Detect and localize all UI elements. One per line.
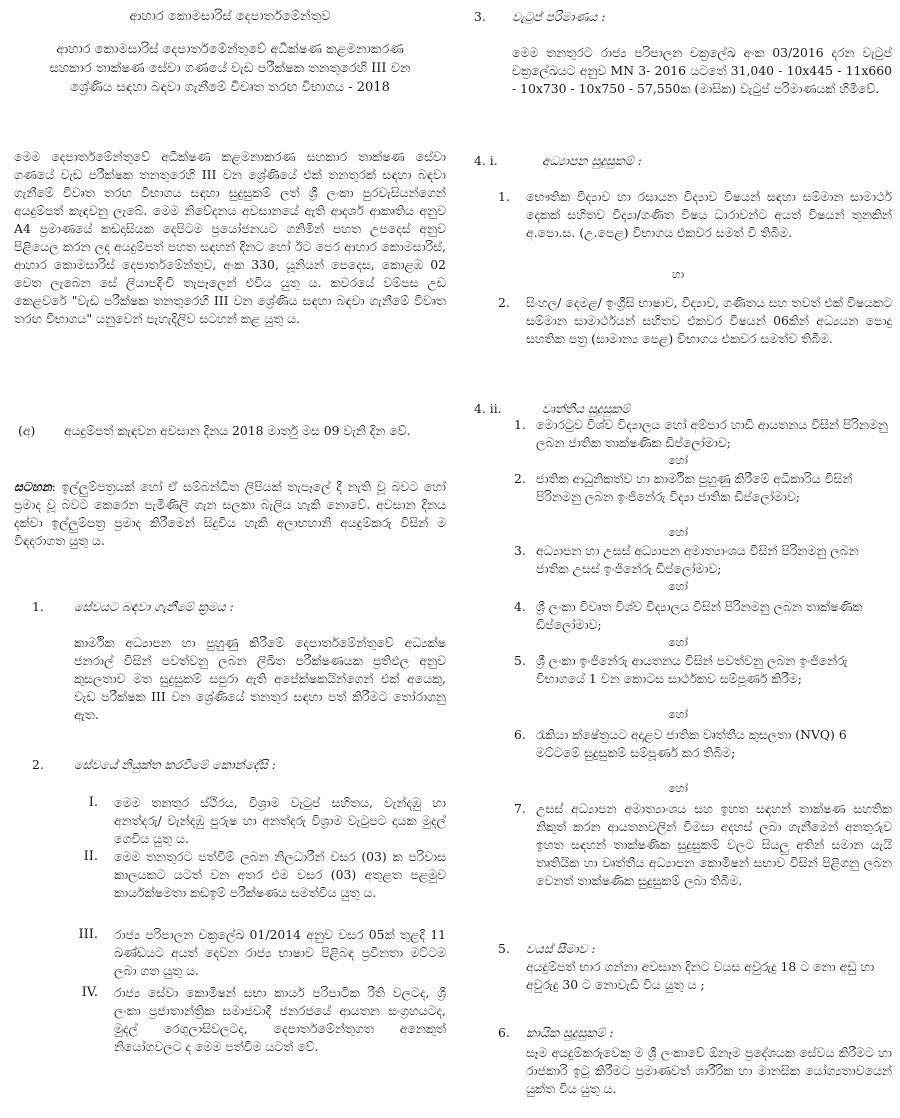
or-separator: හෝ [668,636,688,649]
section-6-body: සෑම අයදුම්කරුවෙකු ම ශ්‍රී ලංකාවේ ඕනෑම ප්‍රදේශයක සේවය කිරීමට හා රාජකාරි ඉටු කිරීමට ප්‍රමාණවත් ශාරීරික හා මානසික යෝග්‍යතාවයෙන් යුක්ත විය යුතු ය. [526,1045,892,1096]
condition-number: IV. [81,985,98,1000]
section-4ii-title: වෘත්තීය සුදුසුකම් [542,401,631,416]
section-2-number: 2. [32,757,44,772]
section-5-body: අයදුම්පත් භාර ගන්නා අවසාන දිනට වයස අවුරුදු 18 ට නො අඩු හා අවුරුදු 30 ට නොවැඩි විය යුතු ය ; [526,959,875,992]
section-1-number: 1. [32,599,44,614]
edu-text: සිංහල/ දෙමළ/ ඉංග්‍රීසි භාෂාව, විද්‍යාව, ගණිතය සහ තවත් එක් විෂයකට සම්මාන සාමාර්ථයන් සහිතව එකවර විෂයන් 06කින් අධ්‍යයන පොදු සහතික පත්‍ර (සාමාන්‍ය පෙළ) විභාගය එකවර සමත්ව තිබීම. [526,295,892,346]
edu-number: 1. [498,189,510,204]
or-separator: හෝ [668,454,688,467]
condition-number: I. [88,795,98,810]
note-text: : ඉල්ලුම්පත්‍රයක් හෝ ඒ සම්බන්ධිත ලිපියක් තැපෑලේ දී නැති වූ බවට හෝ ප්‍රමාද වූ බවට කෙරෙන පැමිණිලි ගැන සලකා බැලිය හැකි නොවේ. අවසාන දිනය දක්වා ඉල්ලුම්පත්‍ර ප්‍රමාද කිරීමෙන් සිදුවිය හැකි අලාභහානි අයදුම්කරු විසින් ම විඳදරාගත යුතු ය. [14,479,446,548]
vocational-number: 4. [514,599,526,614]
condition-text: මෙම තනතුරට පත්වීම් ලබන නිලධාරීන් වසර (03) ක පරිවාස කාලයකට යටත් වන අතර එම වසර (03) අතුළත පළමුව කාර්යක්ෂමතා කඩඉම් පරීක්ෂණය සමත්විය යුතු ය. [114,849,446,900]
edu-text: භෞතික විද්‍යාව හා රසායන විද්‍යාව විෂයන් සඳහා සම්මාන සාමාර්ථ දෙකක් සහිතව විද්‍යා/ගණිත විෂය ධාරාවන්ට අයත් විෂයන් තුනකින් අ.පො.ස. (උ.පෙළ) විභාගය එකවර සමත් වී තිබීම. [526,189,892,240]
section-5-title: වයස් සීමාව : [526,941,596,956]
edu-number: 2. [498,295,510,310]
note-label: සටහන [14,479,52,494]
or-separator: හෝ [668,708,688,721]
condition-number: III. [78,927,98,942]
section-6-title: කායික සුදුසුකම් : [526,1025,614,1040]
section-2-title: සේවයේ නියුක්ත කරවීමේ කොන්දේසි : [74,757,276,772]
closing-marker: (අ) [18,423,36,438]
section-1-body: කාර්මික අධ්‍යාපන හා පුහුණු කිරීමේ දෙපාර්තමේන්තුවේ අධ්‍යක්ෂ ජනරාල් විසින් පවත්වනු ලබන ලිඛිත පරීක්ෂණයක ප්‍රතිඵල අනුව කුසලතාව මත සුදුසුකම් සපුරා ඇති අපේක්ෂකයින්ගෙන් එක් අයෙකු, වැඩ පරීක්ෂක III වන ශ්‍රේණියේ තනතුර සඳහා පත් කිරීමට තෝරාගනු ඇත. [74,635,446,722]
closing-date: අයදුම්පත් කැඳවන අවසාන දිනය 2018 මාර්තු මස 09 වැනි දින වේ. [64,423,411,438]
vocational-text: රැකියා ක්ෂේත්‍රයට අදාළව ජාතික වෘත්තීය කුසලතා (NVQ) 6 මට්ටමේ සුදුසුකම් සම්පූර්ණ කර තිබීම; [536,727,847,760]
section-4ii-number: 4. ii. [474,401,502,416]
vocational-text: ශ්‍රී ලංකා විවෘත විශ්ව විද්‍යාලය විසින් පිරිනමනු ලබන තාක්ෂණික ඩිප්ලෝමාව; [536,599,863,632]
vocational-text: මොරටුව විශ්ව විද්‍යාලය හෝ අම්පාර හාඩි ආයතනය විසින් පිරිනමනු ලබන ජාතික තාක්ෂණික ඩිප්ලෝමාව; [536,417,888,450]
condition-text: රාජ්‍ය සේවා කොමිෂන් සභා කාර්ය පරිපාටික රීති වලටද, ශ්‍රී ලංකා ප්‍රජාතාන්ත්‍රික සමාජවාදී ජනරජයේ ආයතන සංග්‍රහයටද, මුදල් රෙගුලාසිවලටද, දෙපාර්තමේන්තුගත අනෙකුත් නියෝගවලට ද මෙම පත්වීම යටත් වේ. [114,985,446,1054]
vocational-number: 2. [514,471,526,486]
section-3-body: මෙම තනතුරට රාජ්‍ය පරිපාලන චක්‍රලේඛ අංක 03/2016 දරන වැටුප් චක්‍රලේඛයට අනුව MN 3- 2016 යටතේ 31,040 - 10x445 - 11x660 - 10x730 - 10x750 - 57,550ක (මාසික) වැටුප් පරිමාණයක් හිමිවේ. [512,45,892,96]
vocational-text: ජාතික ආධුනිකත්ව හා කාර්මික පුහුණු කිරීමේ අධිකාරිය විසින් පිරිනමනු ලබන ඉංජිනේරු විද්‍යා ජාතික ඩිප්ලෝමාව; [536,471,853,504]
or-separator: හෝ [668,580,688,593]
vocational-number: 5. [514,653,526,668]
section-4i-title: අධ්‍යාපන සුදුසුකම් : [542,153,642,168]
or-separator: හෝ [668,526,688,539]
section-6-number: 6. [498,1025,510,1040]
section-1-title: සේවයට බඳවා ගැනීමේ ක්‍රමය : [74,599,234,614]
vocational-text: අධ්‍යාපන හා උසස් අධ්‍යාපන අමාත්‍යාංශය විසින් පිරිනමනු ලබන ජාතික උසස් ඉංජිනේරු ඩිප්ලෝමාව; [536,543,859,576]
condition-text: මෙම තනතුර ස්ථිරය, විශ්‍රාම වැටුප් සහිතය, වැන්දඹු හා අනත්දරු/ වැන්දඹු පුරුෂ හා අනත්දරු විශ්‍රාම වැටුපට දායක මුදල් ගෙවිය යුතු ය. [114,795,446,846]
section-3-number: 3. [474,9,486,24]
vocational-text: උසස් අධ්‍යාපන අමාත්‍යාංශය සහ ඉහත සඳහන් තාක්ෂණ සහතික නිකුත් කරන ආයතනවලින් විමසා අදහස් ලබා ගැනීමෙන් අනතුරුව ඉහත සඳහන් තාක්ෂණික සුදුසුකම් වලට සියලු අතින් සමාන යැයි තෘතියික හා වෘත්තීය අධ්‍යාපන කොමිෂන් සභාව විසින් පිළිගනු ලබන වෙනත් තාක්ෂණික සුදුසුකම් ලබා තිබීම. [536,801,892,888]
section-5-number: 5. [498,941,510,956]
and-separator: හා [671,268,685,281]
vocational-text: ශ්‍රී ලංකා ඉංජිනේරු ආයතනය විසින් පවත්වනු ලබන ඉංජිනේරු විභාගයේ 1 වන කොටස සාර්ථකව සම්පූර්ණ කිරීම; [536,653,848,686]
condition-text: රාජ්‍ය පරිපාලන චක්‍රලේඛ 01/2014 අනුව වසර 05ක් තුළදී 11 ඛණ්ඩයට අයත් දෙවන රාජ්‍ය භාෂාව පිළිබඳ ප්‍රවීනතා මට්ටම ලබා ගත යුතු ය. [114,927,446,978]
condition-number: II. [83,849,98,864]
notice-title: ආහාර කොමසාරිස් දෙපාර්තමේන්තුවේ අධීක්ෂණ කළමනාකරණ සහකාර තාක්ෂණ සේවා ගණයේ වැඩ පරීක්ෂක තනතුරෙහි III වන ශ්‍රේණිය සඳහා බඳවා ගැනීමේ විවෘත තරඟ විභාගය - 2018 [49,42,411,95]
intro-paragraph: මෙම දෙපාර්තමේන්තුවේ අධීක්ෂණ කළමනාකරණ සහකාර තාක්ෂණ සේවා ගණයේ වැඩ පරීක්ෂක තනතුරෙහි III වන ශ්‍රේණියේ එක් තනතුරක් සඳහා බඳවා ගැනීමේ විවෘත තරඟ විභාගය සඳහා සුදුසුකම් ලත් ශ්‍රී ලංකා පුරවැසියන්ගෙන් අයදුම්පත් කැඳවනු ලැබේ. මෙම නිවේදනය අවසානයේ ඇති ආදර්ශ ආකෘතිය අනුව A4 ප්‍රමාණයේ කඩදාසියක දෙපිටම ප්‍රයෝජනයට ගනිමින් පහත උපදෙස් අනුව පිළියෙල කරන ලද අයදුම්පත් පහත සඳහන් දිනට හෝ ඊට පෙර ආහාර කොමසාරිස්, ආහාර කොමසාරිස් දෙපාර්තමේන්තුව, අංක 330, යූනියන් පෙදෙස, කොළඹ 02 වෙත ලැබෙන සේ ලියාපදිංචි තැපෑලෙන් එවිය යුතු ය. කවරයේ වම්පස උඩ කෙළවරේ "වැඩ පරීක්ෂක තනතුරෙහි III වන ශ්‍රේණිය සඳහා බඳවා ගැනීමේ විවෘත තරඟ විභාගය" යනුවෙන් පැහැදිලිව සටහන් කළ යුතු ය. [14,149,446,326]
vocational-number: 7. [514,801,526,816]
vocational-number: 3. [514,543,526,558]
section-3-title: වැටුප් පරිමාණය : [512,9,606,24]
note-paragraph [14,478,446,550]
or-separator: හෝ [668,782,688,795]
vocational-number: 6. [514,727,526,742]
section-4i-number: 4. i. [474,153,498,168]
department-heading: ආහාර කොමසාරිස් දෙපාර්තමේන්තුව [129,9,331,24]
vocational-number: 1. [514,417,526,432]
